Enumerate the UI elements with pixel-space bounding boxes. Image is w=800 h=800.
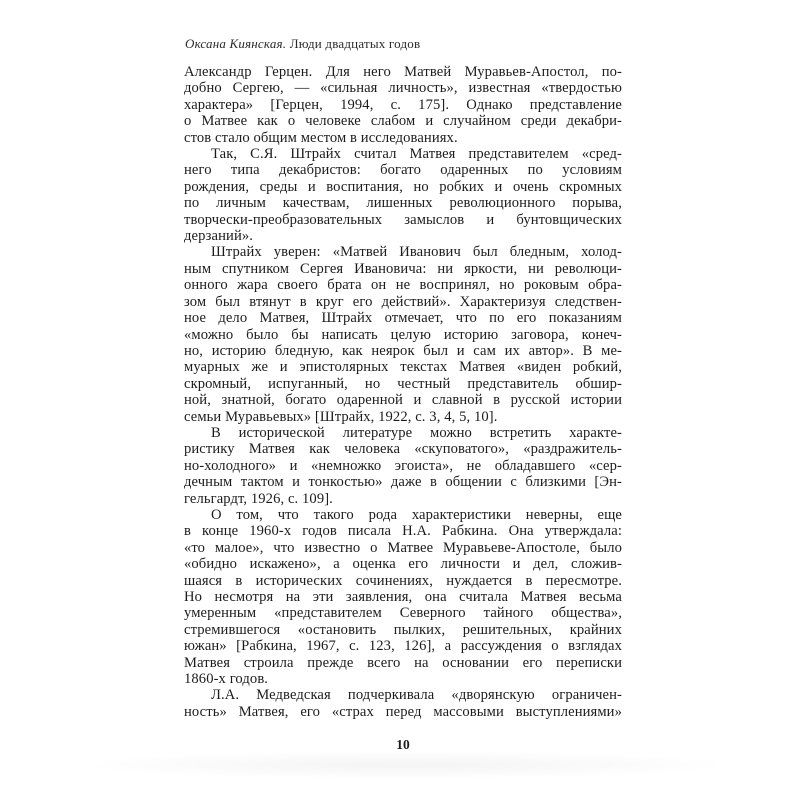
text-line: добно Сергею, — «сильная личность», известная «твердостью (184, 80, 622, 97)
text-line: Но несмотря на эти заявления, она считала Матвея весьма (184, 589, 622, 605)
text-line: гельгардт, 1926, с. 109]. (184, 490, 333, 507)
page-bottom-shadow (95, 752, 715, 778)
text-line: муарных же и эпистолярных текстах Матвея «виден робкий, (184, 359, 622, 376)
text-line: семьи Муравьевых» [Штрайх, 1922, с. 3, 4, 5, 10]. (184, 408, 498, 425)
text-line: по личным качествам, лишенных революционного порыва, (184, 195, 622, 212)
text-line: 1860-х годов. (184, 671, 269, 688)
text-line: «обидно искажено», а оценка его личности и дел, сложив- (184, 556, 622, 573)
text-line: творчески-преобразовательных замыслов и бунтовщических (184, 211, 622, 228)
running-header (185, 36, 420, 52)
text-line: В исторической литературе можно встретить характе- (211, 424, 622, 441)
text-line: ристику Матвея как человека «скуповатого», «раздражитель- (184, 441, 622, 458)
text-line: дечным тактом и тонкостью» даже в общении с близкими [Эн- (184, 474, 622, 491)
text-line: зом был втянут в круг его действий». Характеризуя следствен- (184, 293, 622, 310)
text-line: О том, что такого рода характеристики неверны, еще (211, 506, 622, 523)
text-line: но-холодного» и «немножко эгоиста», не обладавшего «сер- (184, 457, 622, 474)
text-line: стремившегося «остановить пылких, решительных, крайних (184, 621, 622, 638)
text-line: ное дело Матвея, Штрайх отмечает, что по его показаниям (184, 310, 622, 327)
text-line: Александр Герцен. Для него Матвей Муравьев-Апостол, по- (184, 64, 622, 80)
text-line: ной, знатной, богато одаренной и славной в русской истории (184, 392, 622, 409)
text-line: стов стало общим местом в исследованиях. (184, 129, 458, 146)
text-line: скромный, испуганный, но честный представитель обшир- (184, 375, 622, 392)
text-line: него типа декабристов: богато одаренных по условиям (184, 162, 622, 179)
text-line: характера» [Герцен, 1994, с. 175]. Однако представление (184, 96, 622, 113)
text-line: рождения, среды и воспитания, но робких и очень скромных (184, 178, 622, 195)
text-line: ность» Матвея, его «страх перед массовыми выступлениями» (184, 703, 622, 720)
text-line: Матвея строила прежде всего на основании его переписки (184, 654, 622, 671)
text-line: Штрайх уверен: «Матвей Иванович был бледным, холод- (211, 244, 622, 261)
text-line: Л.А. Медведская подчеркивала «дворянскую ограничен- (211, 687, 622, 704)
text-line: в конце 1960-х годов писала Н.А. Рабкина. Она утверждала: (184, 523, 622, 540)
header-author: Оксана Киянская. (185, 36, 287, 51)
text-line: шаяся в исторических сочинениях, нуждается в пересмотре. (184, 572, 622, 589)
text-line: ным спутником Сергея Ивановича: ни яркости, ни революци- (184, 260, 622, 277)
text-line: «можно было бы написать целую историю заговора, конеч- (184, 326, 622, 343)
text-line: умеренным «представителем Северного тайного общества», (184, 605, 622, 622)
text-line: но, историю бледную, как неярок был и сам их автор». В ме- (184, 342, 622, 359)
text-line: о Матвее как о человеке слабом и случайном среди декабри- (184, 113, 622, 130)
text-line: «то малое», что известно о Матвее Муравьеве-Апостоле, было (184, 539, 622, 556)
page-number: 10 (396, 737, 410, 752)
text-line: онного жара своего брата он не воспринял, но роковым обра- (184, 277, 622, 294)
text-line: южан» [Рабкина, 1967, с. 123, 126], а рассуждения о взглядах (184, 638, 622, 655)
body-text (184, 64, 622, 720)
text-line: Так, С.Я. Штрайх считал Матвея представителем «сред- (211, 146, 622, 163)
header-book-title: Люди двадцатых годов (286, 36, 421, 51)
text-line: дерзаний». (184, 228, 253, 245)
